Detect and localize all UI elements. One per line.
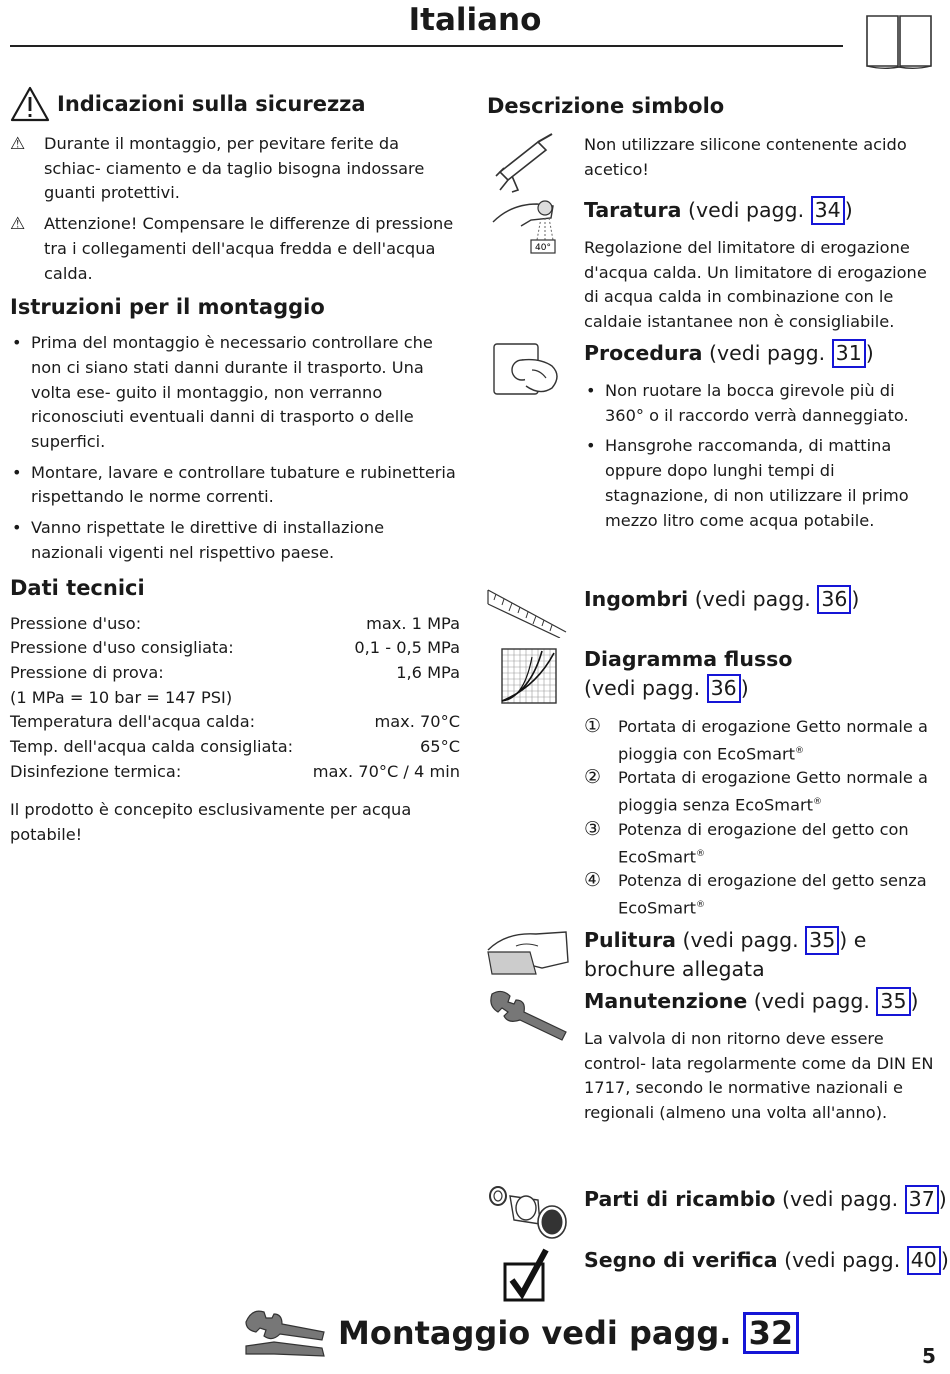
temperature-setting-icon	[491, 196, 565, 256]
flow-diagram-icon	[500, 647, 558, 705]
title-rule	[10, 45, 843, 47]
page-link-montaggio[interactable]: 32	[743, 1312, 800, 1354]
montaggio-line: Montaggio vedi pagg. 32	[338, 1312, 799, 1354]
list-item: ② Portata di erogazione Getto normale a pioggia senza EcoSmart®	[584, 766, 928, 815]
page-link-diagramma[interactable]: 36	[707, 674, 741, 703]
table-row: Disinfezione termica: max. 70°C / 4 min	[10, 761, 460, 781]
safety-list	[10, 132, 460, 286]
small-warning-icon: ⚠	[10, 214, 26, 235]
assembly-list	[10, 331, 460, 565]
ingombri-line: Ingombri (vedi pagg. 36 )	[584, 585, 859, 614]
tech-heading: Dati tecnici	[10, 575, 145, 600]
verifica-line: Segno di verifica (vedi pagg. 40 )	[584, 1246, 949, 1275]
silicone-note: Non utilizzare silicone contenente acido acetico!	[584, 135, 907, 179]
page-link-ricambio[interactable]: 37	[905, 1185, 939, 1214]
table-row: Pressione di prova: 1,6 MPa	[10, 662, 460, 682]
safety-item: ⚠ Attenzione! Compensare le differenze di pressione tra i collegamenti dell'acqua fredda e dell'acqua calda.	[10, 212, 460, 286]
tools-icon	[244, 1302, 328, 1360]
cleaning-cloth-icon	[486, 928, 570, 976]
silicone-gun-icon	[492, 132, 558, 194]
ricambio-line: Parti di ricambio (vedi pagg. 37 )	[584, 1185, 947, 1214]
page-link-manutenzione[interactable]: 35	[876, 987, 910, 1016]
page-link-pulitura[interactable]: 35	[805, 926, 839, 955]
table-row: Pressione d'uso consigliata: 0,1 - 0,5 MPa	[10, 638, 460, 658]
checkmark-box-icon	[502, 1248, 550, 1304]
table-row: Pressione d'uso: max. 1 MPa	[10, 613, 460, 633]
manual-book-icon	[865, 12, 933, 70]
dimensions-ruler-icon	[486, 586, 570, 638]
list-item: • Prima del montaggio è necessario controllare che non ci siano stati danni durante il trasporto. Una volta ese- guito il montaggio, non verranno riconosciuti eventuali danni di trasporto o delle superfici.	[10, 331, 460, 455]
safety-heading-row	[10, 86, 460, 122]
procedura-list	[584, 379, 929, 539]
list-item: • Montare, lavare e controllare tubature e rubinetteria rispettando le norme correnti.	[10, 461, 460, 510]
procedura-line: Procedura (vedi pagg. 31 )	[584, 339, 874, 368]
table-row: (1 MPa = 10 bar = 147 PSI)	[10, 687, 233, 707]
list-item: ③ Potenza di erogazione del getto con EcoSmart®	[584, 817, 909, 867]
temperature-display-label: 40°	[535, 243, 551, 253]
taratura-line: Taratura (vedi pagg. 34 )	[584, 196, 853, 225]
list-item: ① Portata di erogazione Getto normale a pioggia con EcoSmart®	[584, 715, 928, 764]
spare-parts-icon	[488, 1184, 572, 1242]
warning-icon	[10, 86, 50, 122]
page-number: 5	[922, 1344, 936, 1368]
list-item: ④ Potenza di erogazione del getto senza EcoSmart®	[584, 869, 927, 918]
list-item: • Hansgrohe raccomanda, di mattina oppure dopo lunghi tempi di stagnazione, di non utilizzare il primo mezzo litro come acqua potabile.	[584, 434, 929, 533]
diagramma-list	[584, 715, 939, 921]
table-row: Temp. dell'acqua calda consigliata: 65°C	[10, 737, 460, 757]
left-column	[10, 86, 460, 848]
assembly-heading: Istruzioni per il montaggio	[10, 295, 325, 320]
diagramma-line: Diagramma flusso (vedi pagg. 36 )	[584, 645, 792, 703]
symbols-heading: Descrizione simbolo	[487, 94, 725, 118]
pulitura-line: Pulitura (vedi pagg. 35 ) e brochure allegata	[584, 928, 867, 981]
small-warning-icon: ⚠	[10, 134, 26, 154]
page-title: Italiano	[408, 2, 542, 38]
manutenzione-line: Manutenzione (vedi pagg. 35 )	[584, 987, 919, 1016]
taratura-text: Regolazione del limitatore di erogazione d'acqua calda. Un limitatore di erogazione di acqua calda in combinazione con le caldaie istantanee non è consigliabile.	[584, 238, 927, 332]
safety-heading: Indicazioni sulla sicurezza	[57, 92, 366, 116]
list-item: • Vanno rispettate le direttive di installazione nazionali vigenti nel rispettivo paese.	[10, 516, 460, 565]
list-item: • Non ruotare la bocca girevole più di 360° o il raccordo verrà danneggiato.	[584, 379, 929, 428]
tech-note: Il prodotto è concepito esclusivamente per acqua potabile!	[10, 800, 412, 845]
page-link-taratura[interactable]: 34	[811, 196, 845, 225]
wrench-icon	[486, 988, 570, 1044]
handle-turn-icon	[492, 340, 564, 400]
table-row: Temperatura dell'acqua calda: max. 70°C	[10, 712, 460, 732]
tech-table	[10, 612, 460, 785]
page-link-procedura[interactable]: 31	[832, 339, 866, 368]
page-link-ingombri[interactable]: 36	[817, 585, 851, 614]
safety-item: ⚠ Durante il montaggio, per pevitare ferite da schiac- ciamento e da taglio bisogna indossare guanti protettivi.	[10, 132, 460, 206]
page-link-verifica[interactable]: 40	[907, 1246, 941, 1275]
manutenzione-text: La valvola di non ritorno deve essere control- lata regolarmente come da DIN EN 1717, secondo le normative nazionali e regionali (almeno una volta all'anno).	[584, 1029, 934, 1123]
